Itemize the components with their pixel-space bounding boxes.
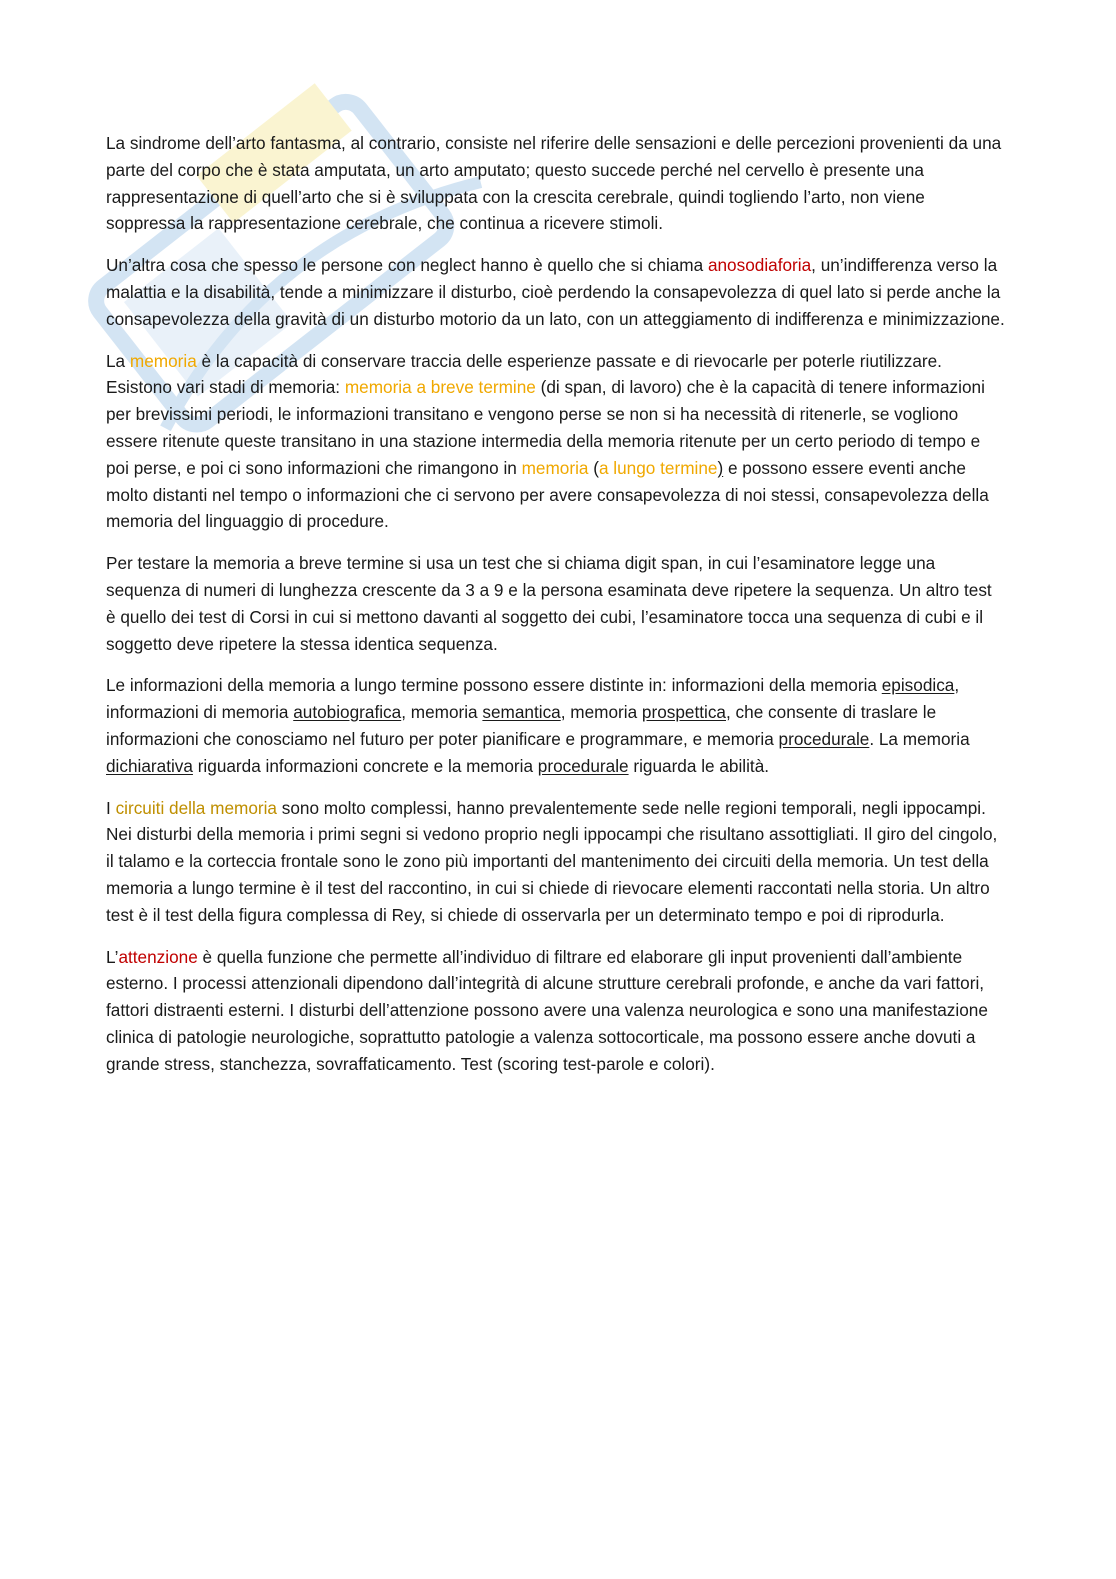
term-episodica: episodica [881,675,955,696]
paragraph-anosodiaforia: Un’altra cosa che spesso le persone con neglect hanno è quello che si chiama anosodiaforia, un’indifferenza verso la malattia e la disabilità, tende a minimizzare il disturbo, cioè perdendo la consapevolezza di quel lato si perde anche la consapevolezza della gravità di un disturbo motorio da un lato, con un atteggiamento di indifferenza e minimizzazione. [106,255,1005,329]
paragraph-memoria: La memoria è la capacità di conservare traccia delle esperienze passate e di rievocarle per poterle riutilizzare. Esistono vari stadi di memoria: memoria a breve termine (di span, di lavoro) che è la capacità di tenere informazioni per brevissimi periodi, le informazioni transitano e vengono perse se non si ha necessità di ritenerle, se vogliono essere ritenute queste transitano in una stazione intermedia della memoria ritenute per un certo periodo di tempo e poi perse, e poi ci sono informazioni che rimangono in memoria (a lungo termine) e possono essere eventi anche molto distanti nel tempo o informazioni che ci servono per avere consapevolezza di noi stessi, consapevolezza della memoria del linguaggio di procedure. [106,350,989,532]
term-lungo-termine: a lungo termine [598,457,718,478]
term-autobiografica: autobiografica [293,702,402,723]
paragraph-attenzione: L’attenzione è quella funzione che permette all’individuo di filtrare ed elaborare gli input provenienti dall’ambiente esterno. I processi attenzionali dipendono dall’integrità di alcune strutture cerebrali profonde, e anche da vari fattori, fattori distraenti esterni. I disturbi dell’attenzione possono avere una valenza neurologica e sono una manifestazione clinica di patologie neurologiche, soprattutto patologie a valenza sottocorticale, ma possono essere anche dovuti a grande stress, stanchezza, sovraffaticamento. Test (scoring test-parole e colori). [106,946,988,1074]
term-dichiarativa: dichiarativa [106,755,193,776]
document-page [106,130,1006,1093]
term-anosodiaforia: anosodiaforia [707,255,812,276]
paragraph-lungo-termine: Le informazioni della memoria a lungo termine possono essere distinte in: informazioni della memoria episodica, informazioni di memoria autobiografica, memoria semantica, memoria prospettica, che consente di traslare le informazioni che conosciamo nel futuro per poter pianificare e programmare, e memoria procedurale. La memoria dichiarativa riguarda informazioni concrete e la memoria procedurale riguarda le abilità. [106,675,970,776]
term-memoria-2: memoria [521,457,589,478]
term-memoria-breve-termine: memoria a breve termine [344,377,536,398]
term-circuiti-memoria: circuiti della memoria [115,797,277,818]
term-procedurale: procedurale [778,728,870,749]
term-semantica: semantica [482,702,561,723]
term-memoria: memoria [129,350,197,371]
term-prospettica: prospettica [641,702,726,723]
paragraph-test-breve-termine: Per testare la memoria a breve termine si usa un test che si chiama digit span, in cui l’esaminatore legge una sequenza di numeri di lunghezza crescente da 3 a 9 e la persona esaminata deve ripetere la sequenza. Un altro test è quello dei test di Corsi in cui si mettono davanti al soggetto dei cubi, l’esaminatore tocca una sequenza di cubi e il soggetto deve ripetere la stessa identica sequenza. [106,553,992,654]
term-attenzione: attenzione [118,946,198,967]
paragraph-circuiti-memoria: I circuiti della memoria sono molto complessi, hanno prevalentemente sede nelle regioni temporali, negli ippocampi. Nei disturbi della memoria i primi segni si vedono proprio negli ippocampi che risultano assottigliati. Il giro del cingolo, il talamo e la corteccia frontale sono le zono più importanti del mantenimento dei circuiti della memoria. Un test della memoria a lungo termine è il test del raccontino, in cui si chiede di rievocare elementi raccontati nella storia. Un altro test è il test della figura complessa di Rey, si chiede di osservarla per un determinato tempo e poi di riprodurla. [106,797,998,925]
paragraph-arto-fantasma: La sindrome dell’arto fantasma, al contrario, consiste nel riferire delle sensazioni e delle percezioni provenienti da una parte del corpo che è stata amputata, un arto amputato; questo succede perché nel cervello è presente una rappresentazione di quell’arto che si è sviluppata con la crescita cerebrale, quindi togliendo l’arto, non viene soppressa la rappresentazione cerebrale, che continua a ricevere stimoli. [106,133,1002,234]
term-procedurale-2: procedurale [537,755,629,776]
